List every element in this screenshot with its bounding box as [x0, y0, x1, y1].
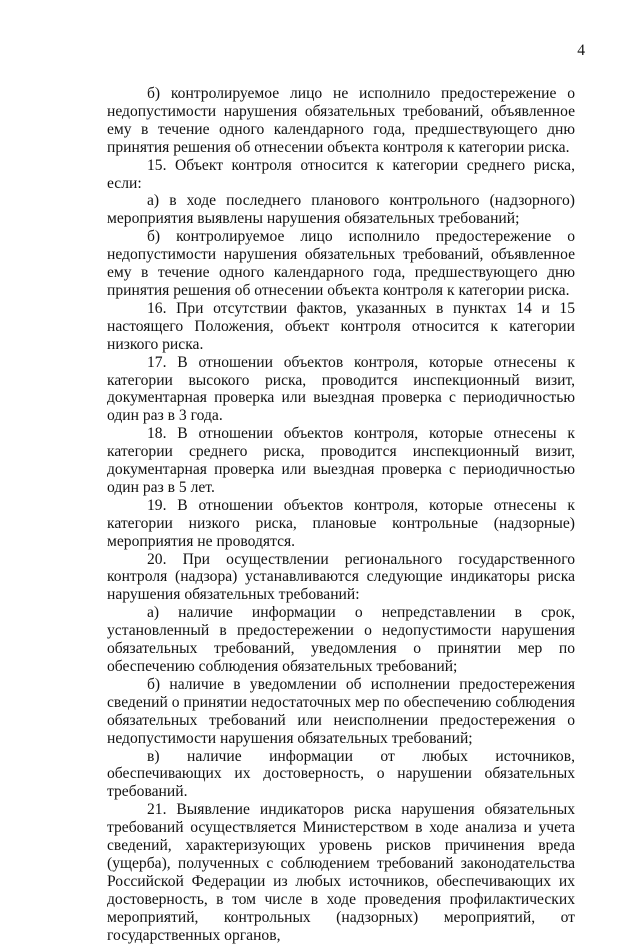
paragraph-19: 19. В отношении объектов контроля, которые отнесены к категории низкого риска, плановые контрольные (надзорные) мероприятия не проводятся.	[107, 496, 575, 550]
paragraph-15: 15. Объект контроля относится к категории среднего риска, если:	[107, 156, 575, 192]
paragraph-21: 21. Выявление индикаторов риска нарушения обязательных требований осуществляется Министерством в ходе анализа и учета сведений, характеризующих уровень рисков причинения вреда (ущерба), полученных с соблюдением требований законодательства Российской Федерации из любых источников, обеспечивающих их достоверность, в том числе в ходе проведения профилактических мероприятий, контрольных (надзорных) мероприятий, от государственных органов,	[107, 801, 575, 944]
paragraph-17: 17. В отношении объектов контроля, которые отнесены к категории высокого риска, проводится инспекционный визит, документарная проверка или выездная проверка с периодичностью один раз в 3 года.	[107, 353, 575, 425]
paragraph-20: 20. При осуществлении регионального государственного контроля (надзора) устанавливаются следующие индикаторы риска нарушения обязательных требований:	[107, 550, 575, 604]
paragraph-16: 16. При отсутствии фактов, указанных в пунктах 14 и 15 настоящего Положения, объект контроля относится к категории низкого риска.	[107, 299, 575, 353]
paragraph-20a: а) наличие информации о непредставлении в срок, установленный в предостережении о недопустимости нарушения обязательных требований, уведомления о принятии мер по обеспечению соблюдения обязательных требований;	[107, 604, 575, 675]
paragraph-20c: в) наличие информации от любых источников, обеспечивающих их достоверность, о нарушении обязательных требований.	[107, 747, 575, 801]
paragraph-20b: б) наличие в уведомлении об исполнении предостережения сведений о принятии недостаточных мер по обеспечению соблюдения обязательных требований или неисполнении предостережения о недопустимости нарушения обязательных требований;	[107, 675, 575, 747]
paragraph-15b: б) контролируемое лицо исполнило предостережение о недопустимости нарушения обязательных требований, объявленное ему в течение одного календарного года, предшествующего дню принятия решения об отнесении объекта контроля к категории риска.	[107, 228, 575, 299]
page-number: 4	[577, 42, 585, 59]
paragraph-15a: а) в ходе последнего планового контрольного (надзорного) мероприятия выявлены нарушения обязательных требований;	[107, 192, 575, 228]
paragraph-18: 18. В отношении объектов контроля, которые отнесены к категории среднего риска, проводится инспекционный визит, документарная проверка или выездная проверка с периодичностью один раз в 5 лет.	[107, 425, 575, 496]
paragraph-14b: б) контролируемое лицо не исполнило предостережение о недопустимости нарушения обязательных требований, объявленное ему в течение одного календарного года, предшествующего дню принятия решения об отнесении объекта контроля к категории риска.	[107, 85, 575, 156]
document-body	[107, 85, 575, 945]
